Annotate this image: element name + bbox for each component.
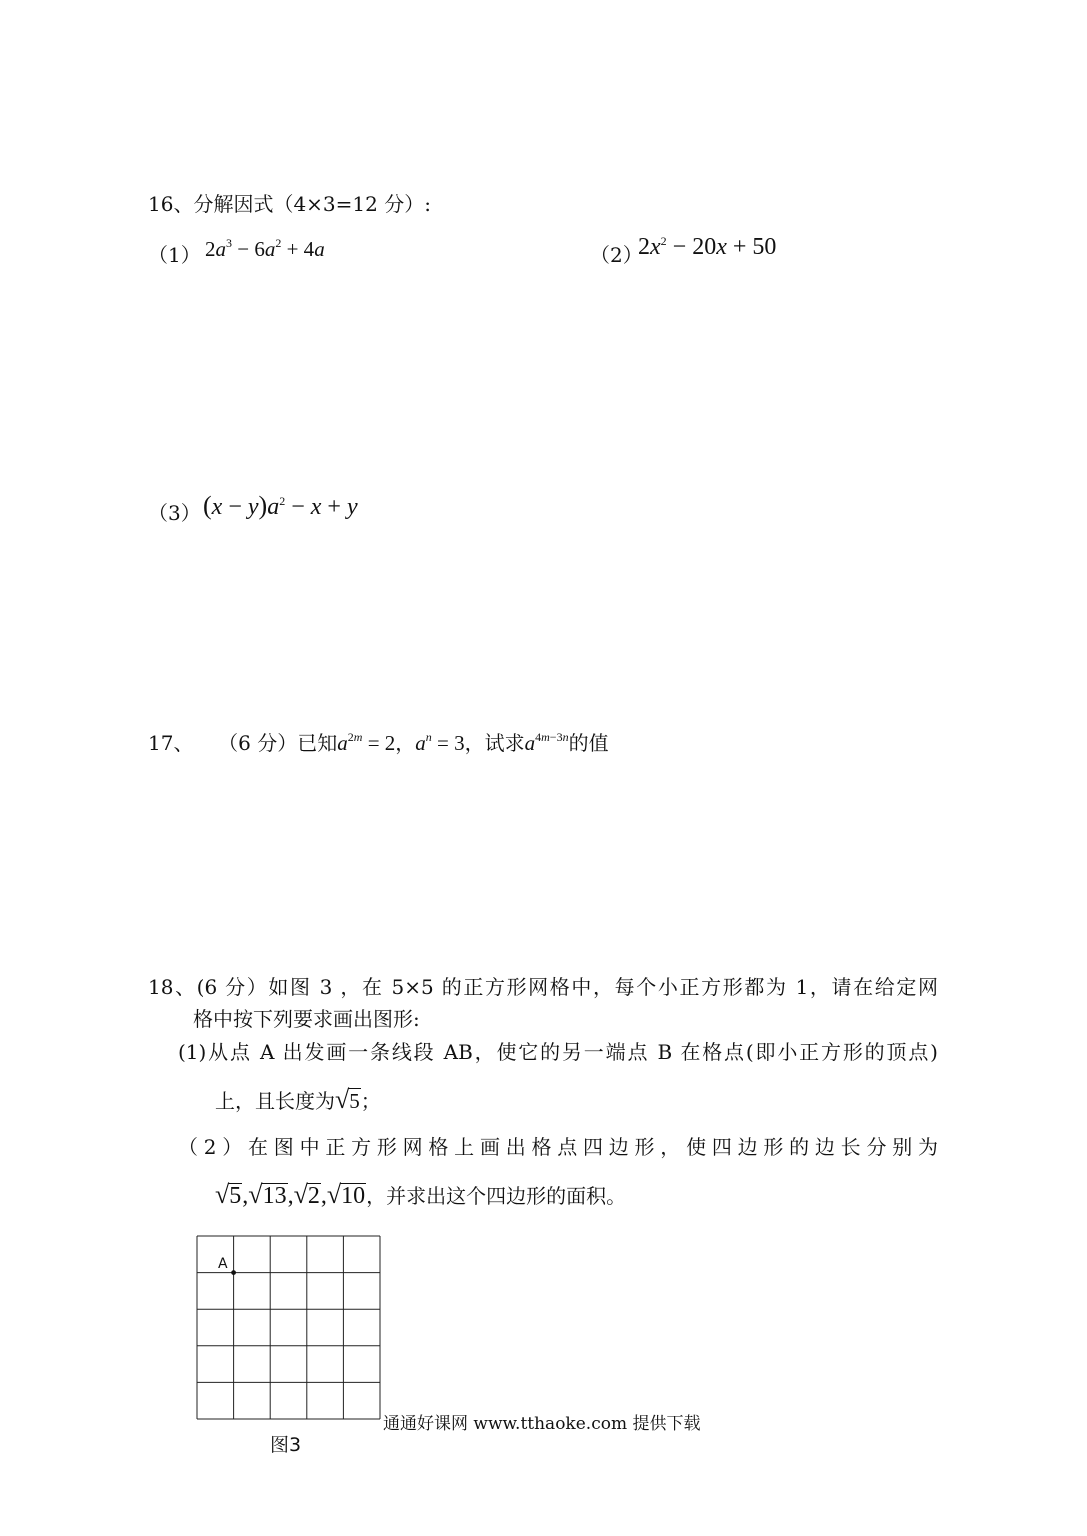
- grid-figure: [196, 1235, 382, 1421]
- q16-part2-expression: $2x^2 - 20x + 50$: [638, 234, 777, 260]
- q18-part2-line2: [215, 1180, 626, 1210]
- sqrt5-expression: √5: [335, 1085, 360, 1114]
- q16-part3-expression: $(x - y)a^2 - x + y$: [203, 491, 358, 520]
- q16-part3-label: （3）: [148, 501, 201, 525]
- point-a-dot: [231, 1270, 236, 1275]
- q17-text-a: （6 分）已知: [218, 731, 338, 755]
- q18-line1: 18、(6 分）如图 3 ，在 5×5 的正方形网格中，每个小正方形都为 1，请在给定网: [148, 975, 938, 999]
- q17-eq1: $a^{2m} = 2$: [337, 730, 396, 755]
- q16-heading: 16、分解因式（4×3=12 分）:: [148, 192, 431, 216]
- q18-part1-text: 上，且长度为: [215, 1089, 335, 1113]
- q17-comma1: ，: [395, 731, 416, 755]
- q16-part1-label: （1）: [148, 243, 201, 267]
- q17-eq2: $a^n = 3$: [415, 730, 465, 755]
- q17-line: [148, 727, 609, 756]
- q18-part2-end: ，并求出这个四边形的面积。: [366, 1184, 627, 1208]
- q16-part2-label: （2）: [590, 243, 643, 267]
- footer-watermark: 通通好课网 www.tthaoke.com 提供下载: [383, 1414, 701, 1434]
- q18-part1-line1: (1)从点 A 出发画一条线段 AB，使它的另一端点 B 在格点(即小正方形的顶点): [178, 1040, 938, 1064]
- q18-line2: 格中按下列要求画出图形:: [193, 1007, 420, 1031]
- q18-part1-end: ；: [360, 1089, 381, 1113]
- point-a-label: A: [218, 1256, 228, 1272]
- q18-part1-line2: [215, 1085, 381, 1114]
- q17-text-end: 的值: [568, 731, 609, 755]
- side-lengths-expression: √5,√13,√2,√10: [215, 1180, 366, 1209]
- q17-number: 17、: [148, 731, 194, 755]
- q16-part1-expression: $2a^3 - 6a^2 + 4a$: [205, 236, 325, 261]
- q17-target: $a^{4m-3n}$: [524, 730, 569, 755]
- q17-comma2: ，试求: [464, 731, 525, 755]
- q18-part2-line1: （2）在图中正方形网格上画出格点四边形，使四边形的边长分别为: [178, 1135, 938, 1159]
- figure-caption: 图3: [270, 1434, 302, 1456]
